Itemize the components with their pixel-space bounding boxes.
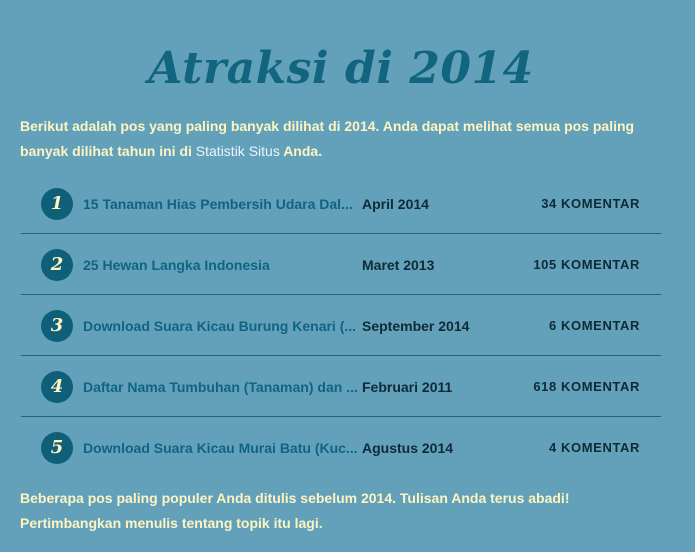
post-row bbox=[21, 295, 661, 356]
intro-text-start: Berikut adalah pos yang paling banyak dilihat di 2014. Anda dapat melihat semua pos paling banyak dilihat tahun ini di bbox=[20, 118, 635, 159]
comment-count: 618 KOMENTAR bbox=[533, 379, 640, 394]
comment-count: 105 KOMENTAR bbox=[533, 257, 640, 272]
rank-badge: 1 bbox=[41, 188, 73, 220]
post-row bbox=[21, 417, 661, 477]
post-date: September 2014 bbox=[362, 318, 470, 334]
rank-badge: 4 bbox=[41, 371, 73, 403]
post-title-link[interactable]: 25 Hewan Langka Indonesia bbox=[83, 257, 270, 273]
comment-count: 34 KOMENTAR bbox=[541, 196, 640, 211]
footer-text bbox=[20, 486, 660, 536]
post-date: Agustus 2014 bbox=[362, 440, 454, 456]
comment-count: 4 KOMENTAR bbox=[549, 440, 640, 455]
site-stats-link[interactable]: Statistik Situs bbox=[195, 143, 280, 159]
intro-text bbox=[20, 114, 660, 164]
footer-line: Pertimbangkan menulis tentang topik itu lagi. bbox=[20, 515, 323, 531]
post-row bbox=[21, 234, 661, 295]
page-title: Atraksi di 2014 bbox=[148, 43, 534, 95]
rank-badge: 5 bbox=[41, 432, 73, 464]
post-date: Maret 2013 bbox=[362, 257, 435, 273]
comment-count: 6 KOMENTAR bbox=[549, 318, 640, 333]
post-row bbox=[21, 173, 661, 234]
post-title-link[interactable]: Download Suara Kicau Burung Kenari (... bbox=[83, 318, 357, 334]
rank-badge: 2 bbox=[41, 249, 73, 281]
post-title-link[interactable]: 15 Tanaman Hias Pembersih Udara Dal... bbox=[83, 196, 353, 212]
rank-badge: 3 bbox=[41, 310, 73, 342]
intro-text-end: Anda. bbox=[279, 143, 323, 159]
post-date: Februari 2011 bbox=[362, 379, 453, 395]
footer-line: Beberapa pos paling populer Anda ditulis sebelum 2014. Tulisan Anda terus abadi! bbox=[20, 490, 570, 506]
post-title-link[interactable]: Download Suara Kicau Murai Batu (Kuc... bbox=[83, 440, 358, 456]
post-date: April 2014 bbox=[362, 196, 429, 212]
post-title-link[interactable]: Daftar Nama Tumbuhan (Tanaman) dan ... bbox=[83, 379, 358, 395]
top-posts-list bbox=[21, 173, 661, 477]
post-row bbox=[21, 356, 661, 417]
